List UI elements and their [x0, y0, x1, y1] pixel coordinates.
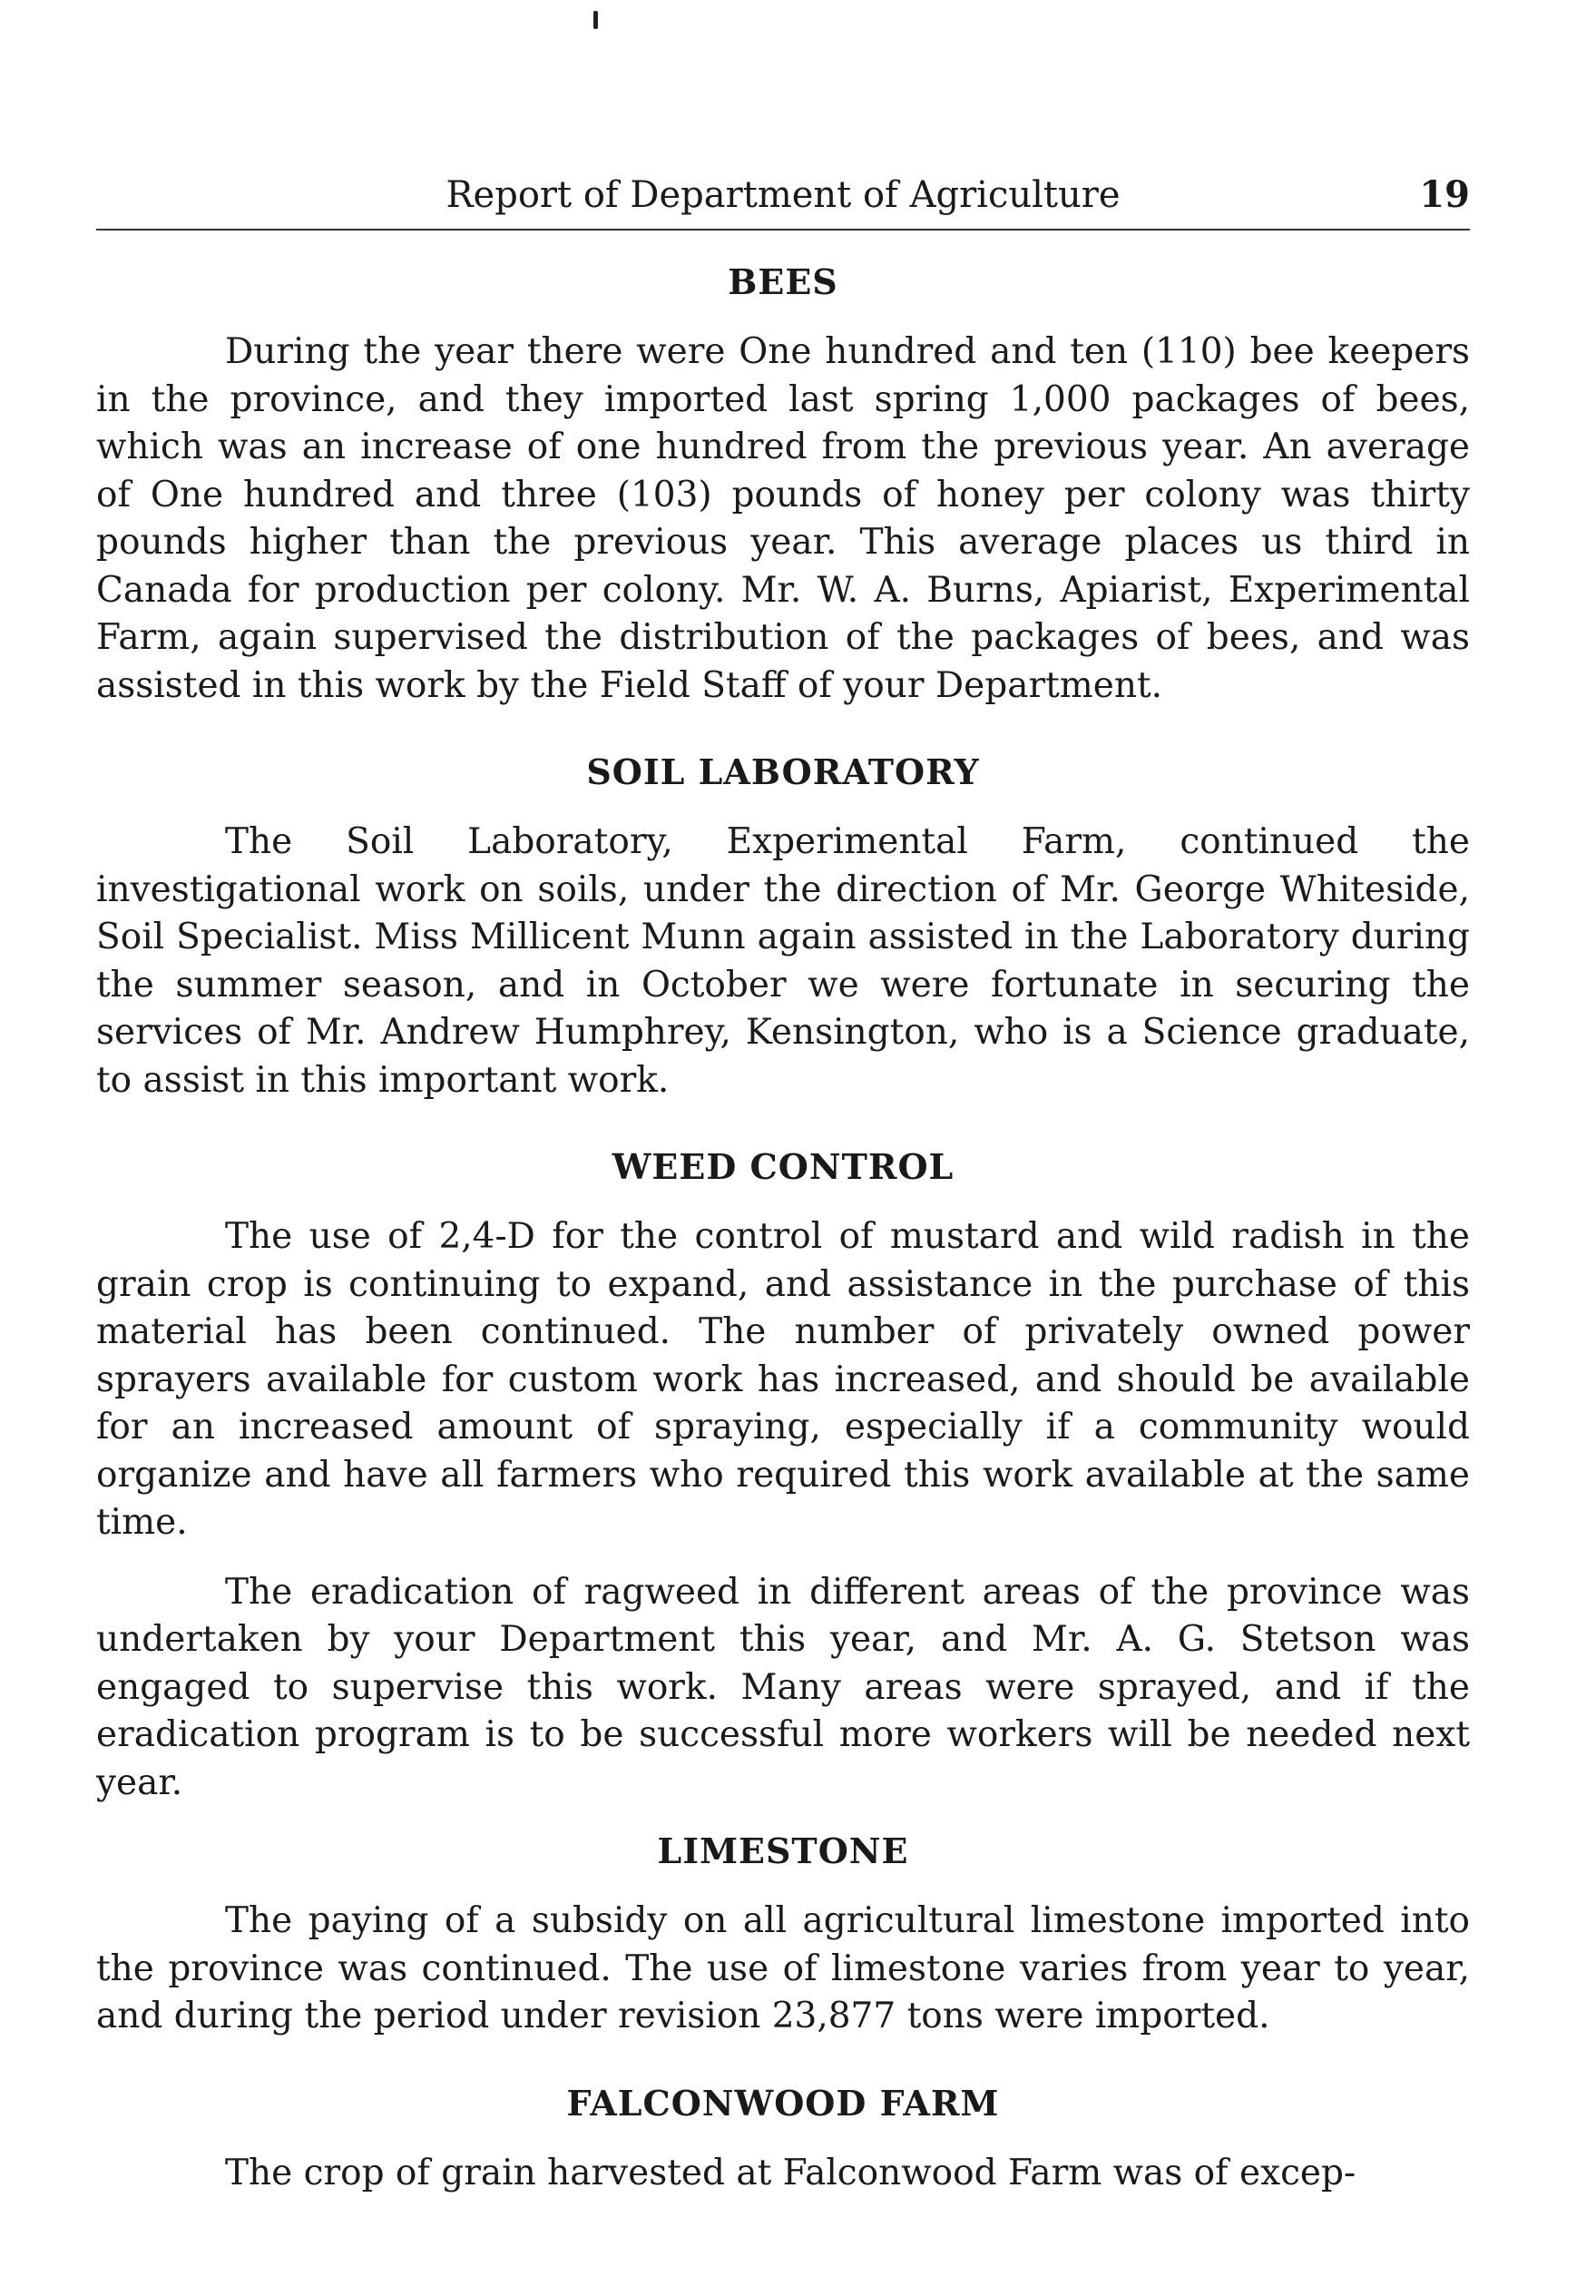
limestone-paragraph: The paying of a subsidy on all agricultural limestone imported into the province was continued. The use of limestone varies from year to year, and during the period under revision 23,877 tons were imported. [96, 1900, 1470, 2036]
section-heading-limestone: LIMESTONE [657, 1830, 909, 1871]
section-bees [96, 260, 1470, 710]
section-heading-bees: BEES [728, 261, 838, 302]
soil-laboratory-paragraph: The Soil Laboratory, Experimental Farm, continued the investigational work on soils, under the direction of Mr. George Whiteside, Soil Specialist. Miss Millicent Munn again assisted in the Laboratory during the summer season, and in October we were fortunate in securing the services of Mr. Andrew Humphrey, Kensington, who is a Science graduate, to assist in this important work. [96, 821, 1470, 1101]
section-soil-laboratory [96, 750, 1470, 1104]
weed-control-paragraph-1: The use of 2,4-D for the control of mustard and wild radish in the grain crop is continuing to expand, and assistance in the purchase of this material has been continued. The number of privately owned power sprayers available for custom work has increased, and should be available for an increased amount of spraying, especially if a community would organize and have all farmers who required this work available at the same time. [96, 1216, 1470, 1543]
stray-scan-mark [593, 11, 598, 29]
section-falconwood-farm [96, 2081, 1470, 2198]
document-page [96, 172, 1470, 2197]
section-heading-soil-laboratory: SOIL LABORATORY [586, 751, 980, 792]
bees-paragraph: During the year there were One hundred and ten (110) bee keepers in the province, and they imported last spring 1,000 packages of bees, which was an increase of one hundred from the previous year. An average of One hundred and three (103) pounds of honey per colony was thirty pounds higher than the previous year. This average places us third in Canada for production per colony. Mr. W. A. Burns, Apiarist, Experimental Farm, again supervised the distribution of the packages of bees, and was assisted in this work by the Field Staff of your Department. [96, 331, 1470, 706]
section-limestone [96, 1829, 1470, 2041]
running-title: Report of Department of Agriculture [446, 174, 1121, 216]
falconwood-farm-paragraph: The crop of grain harvested at Falconwood Farm was of excep- [225, 2152, 1356, 2193]
section-heading-falconwood-farm: FALCONWOOD FARM [566, 2082, 1000, 2124]
section-weed-control [96, 1144, 1470, 1807]
running-header [96, 172, 1470, 231]
page-number: 19 [1419, 173, 1470, 216]
weed-control-paragraph-2: The eradication of ragweed in different areas of the province was undertaken by your Department this year, and Mr. A. G. Stetson was engaged to supervise this work. Many areas were sprayed, and if the eradication program is to be successful more workers will be needed next year. [96, 1571, 1470, 1803]
section-heading-weed-control: WEED CONTROL [612, 1146, 955, 1187]
